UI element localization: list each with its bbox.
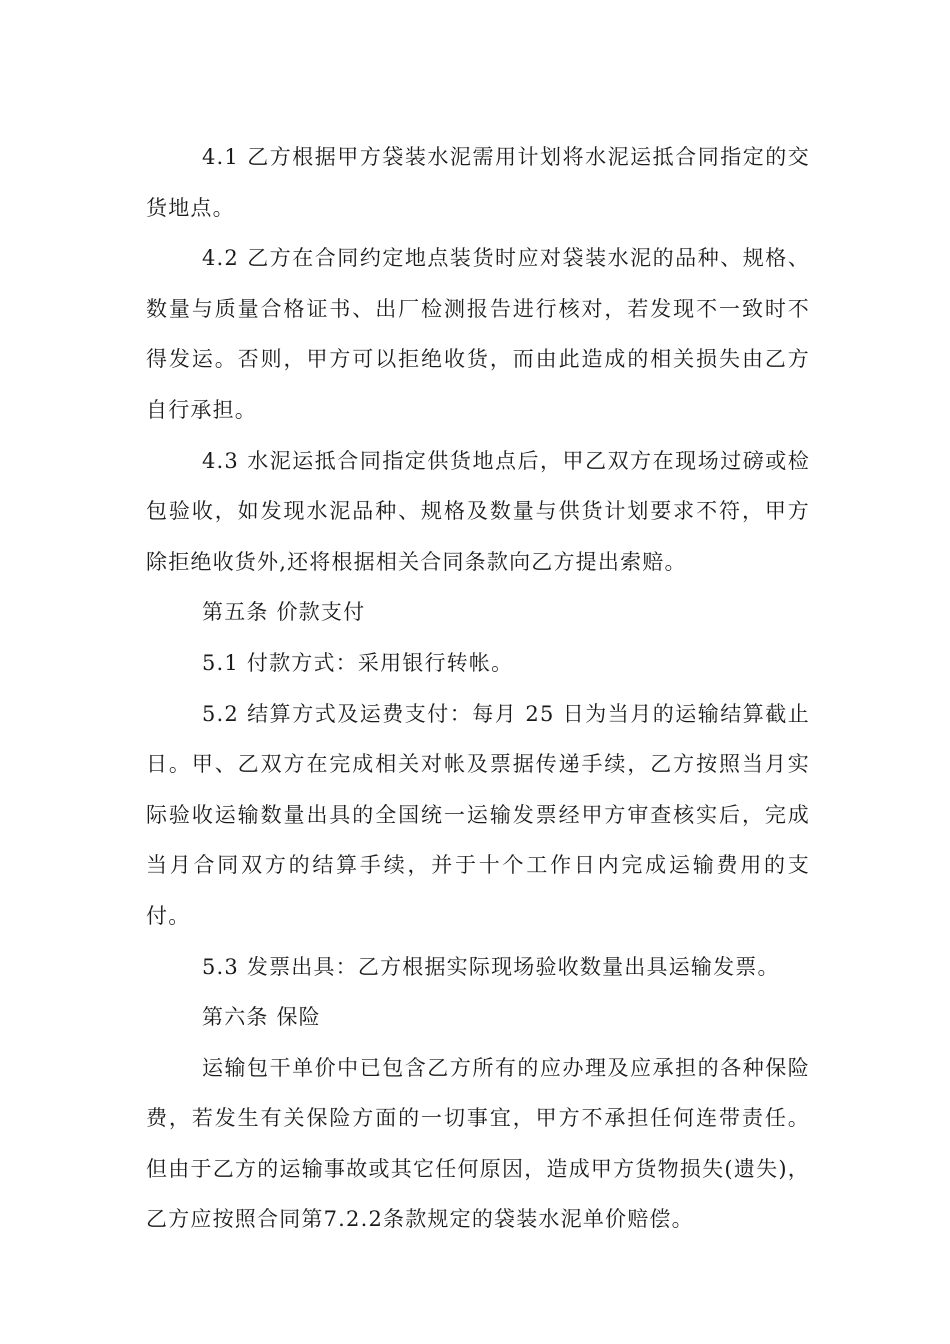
paragraph-6: 运输包干单价中已包含乙方所有的应办理及应承担的各种保险费，若发生有关保险方面的一切事宜，甲方不承担任何连带责任。但由于乙方的运输事故或其它任何原因，造成甲方货物损失(遗失)，乙方应按照合同第7.2.2条款规定的袋装水泥单价赔偿。	[146, 1055, 810, 1232]
document-body	[146, 132, 810, 1245]
paragraph-5-1: 5.1 付款方式：采用银行转帐。	[202, 650, 514, 675]
paragraph-4-2: 4.2 乙方在合同约定地点装货时应对袋装水泥的品种、规格、数量与质量合格证书、出厂检测报告进行核对，若发现不一致时不得发运。否则，甲方可以拒绝收货，而由此造成的相关损失由乙方自行承担。	[146, 246, 810, 422]
paragraph-5-2: 5.2 结算方式及运费支付：每月 25 日为当月的运输结算截止日。甲、乙双方在完成相关对帐及票据传递手续，乙方按照当月实际验收运输数量出具的全国统一运输发票经甲方审查核实后，完成当月合同双方的结算手续，并于十个工作日内完成运输费用的支付。	[146, 701, 810, 928]
section-heading-6: 第六条 保险	[202, 1005, 321, 1030]
section-heading-5: 第五条 价款支付	[202, 600, 366, 625]
paragraph-5-3: 5.3 发票出具：乙方根据实际现场验收数量出具运输发票。	[202, 954, 780, 979]
paragraph-4-3: 4.3 水泥运抵合同指定供货地点后，甲乙双方在现场过磅或检包验收，如发现水泥品种、规格及数量与供货计划要求不符，甲方除拒绝收货外,还将根据相关合同条款向乙方提出索赔。	[146, 448, 810, 574]
paragraph-4-1: 4.1 乙方根据甲方袋装水泥需用计划将水泥运抵合同指定的交货地点。	[146, 145, 810, 220]
